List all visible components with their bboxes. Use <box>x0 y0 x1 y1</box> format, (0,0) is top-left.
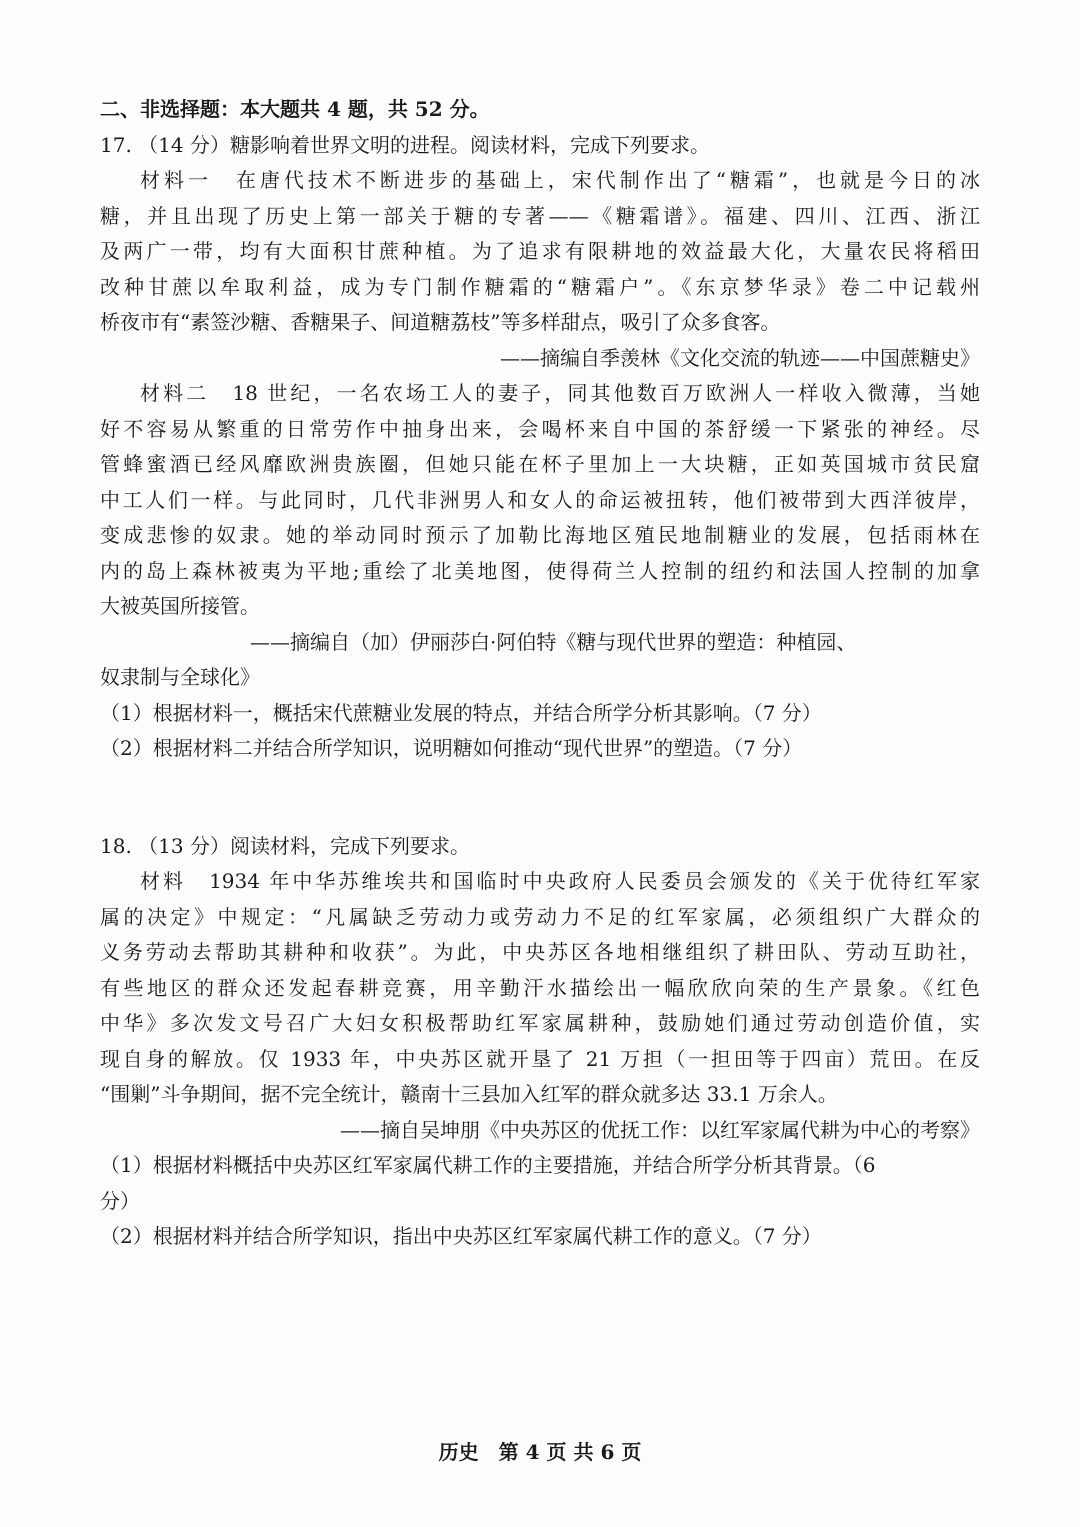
answer-space <box>100 767 980 829</box>
q17-material2-source-cont: 奴隶制与全球化》 <box>100 665 260 689</box>
q17-material1-line: 及两广一带，均有大面积甘蔗种植。为了追求有限耕地的效益最大化，大量农民将稻田 <box>100 239 980 263</box>
q18-subquestion-2: （2）根据材料并结合所学知识，指出中央苏区红军家属代耕工作的意义。（7 分） <box>100 1224 822 1248</box>
q18-material-line: 现自身的解放。仅 1933 年，中央苏区就开垦了 21 万担（一担田等于四亩）荒田。在反 <box>100 1046 980 1071</box>
section-title: 二、非选择题：本大题共 4 题，共 52 分。 <box>100 97 490 121</box>
q18-material-line: 中华》多次发文号召广大妇女积极帮助红军家属耕种，鼓励她们通过劳动创造价值，实 <box>100 1011 980 1035</box>
q17-material1-source: ——摘编自季羡林《文化交流的轨迹——中国蔗糖史》 <box>500 345 980 370</box>
q17-material2-line: 大被英国所接管。 <box>100 594 260 618</box>
page-content <box>100 92 980 1255</box>
page-footer: 历史 第 4 页 共 6 页 <box>438 1440 642 1464</box>
q18-material-source: ——摘自吴坤朋《中央苏区的优抚工作：以红军家属代耕为中心的考察》 <box>340 1117 980 1142</box>
q17-material2-source: ——摘编自（加）伊丽莎白·阿伯特《糖与现代世界的塑造：种植园、 <box>250 629 857 654</box>
q18-material-line: “围剿”斗争期间，据不完全统计，赣南十三县加入红军的群众就多达 33.1 万余人。 <box>100 1082 838 1106</box>
q18-subquestion-1-cont: 分） <box>100 1188 140 1213</box>
q17-material1-line: 改种甘蔗以牟取利益，成为专门制作糖霜的“糖霜户”。《东京梦华录》卷二中记载州 <box>100 274 980 299</box>
q17-material2-line: 内的岛上森林被夷为平地;重绘了北美地图，使得荷兰人控制的纽约和法国人控制的加拿 <box>100 558 980 583</box>
q17-subquestion-1: （1）根据材料一，概括宋代蔗糖业发展的特点，并结合所学分析其影响。（7 分） <box>100 700 822 725</box>
q18-material-line: 材料 1934 年中华苏维埃共和国临时中央政府人民委员会颁发的《关于优待红军家 <box>140 869 980 893</box>
q17-material2-line: 管蜂蜜酒已经风靡欧洲贵族圈，但她只能在杯子里加上一大块糖，正如英国城市贫民窟 <box>100 452 980 476</box>
q17-header: 17. （14 分）糖影响着世界文明的进程。阅读材料，完成下列要求。 <box>100 132 710 157</box>
q17-material2-line: 材料二 18 世纪，一名农场工人的妻子，同其他数百万欧洲人一样收入微薄，当她 <box>140 381 980 405</box>
q17-material2-line: 好不容易从繁重的日常劳作中抽身出来，会喝杯来自中国的茶舒缓一下紧张的神经。尽 <box>100 416 980 441</box>
q18-material-line: 义务劳动去帮助其耕种和收获”。为此，中央苏区各地相继组织了耕田队、劳动互助社， <box>100 940 980 964</box>
q17-material1-line: 材料一 在唐代技术不断进步的基础上，宋代制作出了“糖霜”，也就是今日的冰 <box>140 168 980 192</box>
q17-subquestion-2: （2）根据材料二并结合所学知识，说明糖如何推动“现代世界”的塑造。（7 分） <box>100 736 803 760</box>
q17-material2-line: 变成悲惨的奴隶。她的举动同时预示了加勒比海地区殖民地制糖业的发展，包括雨林在 <box>100 523 980 547</box>
q17-material2-line: 中工人们一样。与此同时，几代非洲男人和女人的命运被扭转，他们被带到大西洋彼岸， <box>100 487 980 512</box>
q18-header: 18. （13 分）阅读材料，完成下列要求。 <box>100 833 470 858</box>
q18-subquestion-1: （1）根据材料概括中央苏区红军家属代耕工作的主要措施，并结合所学分析其背景。（6 <box>100 1153 876 1177</box>
q18-material-line: 有些地区的群众还发起春耕竞赛，用辛勤汗水描绘出一幅欣欣向荣的生产景象。《红色 <box>100 975 980 1000</box>
q17-material1-line: 桥夜市有“素签沙糖、香糖果子、间道糖荔枝”等多样甜点，吸引了众多食客。 <box>100 310 781 334</box>
q18-material-line: 属的决定》中规定：“凡属缺乏劳动力或劳动力不足的红军家属，必须组织广大群众的 <box>100 904 980 929</box>
q17-material1-line: 糖，并且出现了历史上第一部关于糖的专著——《糖霜谱》。福建、四川、江西、浙江 <box>100 203 980 228</box>
